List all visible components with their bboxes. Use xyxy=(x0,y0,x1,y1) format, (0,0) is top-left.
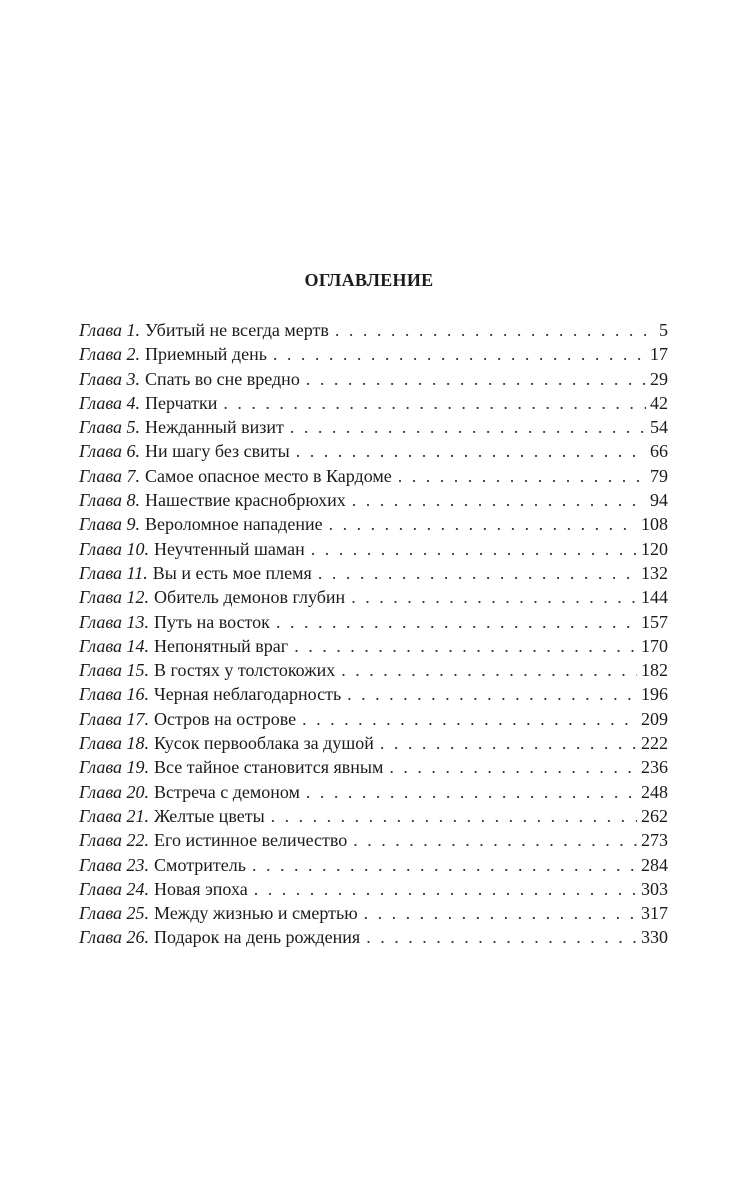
chapter-label: Глава 15. xyxy=(79,660,150,681)
toc-entry xyxy=(79,828,668,852)
page-number: 248 xyxy=(641,781,668,802)
chapter-label: Глава 14. xyxy=(79,635,150,656)
toc-entry xyxy=(79,367,668,391)
dot-leader xyxy=(306,367,646,391)
chapter-title: Черная неблагодарность xyxy=(154,684,342,705)
chapter-label: Глава 8. xyxy=(79,490,141,511)
page-number: 284 xyxy=(641,854,668,875)
toc-entry xyxy=(79,488,668,512)
chapter-title: Новая эпоха xyxy=(154,878,248,899)
toc-entry xyxy=(79,682,668,706)
dot-leader xyxy=(306,780,637,804)
page-number: 79 xyxy=(650,465,668,486)
toc-entry xyxy=(79,877,668,901)
toc-entry xyxy=(79,707,668,731)
chapter-label: Глава 1. xyxy=(79,320,141,340)
page-number: 17 xyxy=(650,344,668,365)
page-number: 29 xyxy=(650,368,668,389)
chapter-title: Смотритель xyxy=(154,854,246,875)
toc-entry xyxy=(79,391,668,415)
chapter-title: В гостях у толстокожих xyxy=(154,660,336,681)
toc-entry xyxy=(79,901,668,925)
dot-leader xyxy=(276,610,637,634)
dot-leader xyxy=(252,853,637,877)
page-number: 54 xyxy=(650,417,668,438)
toc-entry xyxy=(79,561,668,585)
page-number: 5 xyxy=(659,320,668,340)
toc-entry xyxy=(79,780,668,804)
page-number: 182 xyxy=(641,660,668,681)
toc-entry xyxy=(79,342,668,366)
toc-entry xyxy=(79,610,668,634)
chapter-title: Вы и есть мое племя xyxy=(152,562,312,583)
dot-leader xyxy=(380,731,637,755)
dot-leader xyxy=(311,537,637,561)
dot-leader xyxy=(294,634,637,658)
chapter-title: Перчатки xyxy=(145,392,218,413)
toc-entry xyxy=(79,439,668,463)
chapter-label: Глава 12. xyxy=(79,587,150,608)
page-number: 144 xyxy=(641,587,668,608)
chapter-label: Глава 22. xyxy=(79,830,150,851)
chapter-title: Ни шагу без свиты xyxy=(145,441,290,462)
chapter-title: Неучтенный шаман xyxy=(154,538,305,559)
dot-leader xyxy=(271,804,637,828)
dot-leader xyxy=(254,877,637,901)
page-number: 330 xyxy=(641,927,668,948)
chapter-title: Обитель демонов глубин xyxy=(154,587,346,608)
page-number: 273 xyxy=(641,830,668,851)
chapter-title: Путь на восток xyxy=(154,611,270,632)
page-number: 108 xyxy=(641,514,668,535)
page-number: 94 xyxy=(650,490,668,511)
chapter-title: Вероломное нападение xyxy=(145,514,323,535)
dot-leader xyxy=(273,342,646,366)
toc-entry xyxy=(79,731,668,755)
chapter-label: Глава 7. xyxy=(79,465,141,486)
chapter-label: Глава 20. xyxy=(79,781,150,802)
chapter-label: Глава 25. xyxy=(79,903,150,924)
chapter-label: Глава 5. xyxy=(79,417,141,438)
chapter-title: Его истинное величество xyxy=(154,830,348,851)
page-number: 262 xyxy=(641,805,668,826)
chapter-title: Убитый не всегда мертв xyxy=(145,320,329,340)
page-number: 236 xyxy=(641,757,668,778)
chapter-label: Глава 13. xyxy=(79,611,150,632)
dot-leader xyxy=(352,488,646,512)
toc-entry xyxy=(79,537,668,561)
chapter-title: Приемный день xyxy=(145,344,267,365)
chapter-label: Глава 26. xyxy=(79,927,150,948)
toc-entry xyxy=(79,634,668,658)
table-of-contents xyxy=(79,318,668,950)
chapter-label: Глава 21. xyxy=(79,805,150,826)
chapter-label: Глава 19. xyxy=(79,757,150,778)
dot-leader xyxy=(296,439,646,463)
page-number: 303 xyxy=(641,878,668,899)
chapter-label: Глава 10. xyxy=(79,538,150,559)
chapter-title: Самое опасное место в Кардоме xyxy=(145,465,392,486)
page-number: 209 xyxy=(641,708,668,729)
chapter-title: Непонятный враг xyxy=(154,635,289,656)
toc-entry xyxy=(79,925,668,949)
page-number: 317 xyxy=(641,903,668,924)
toc-entry xyxy=(79,464,668,488)
chapter-label: Глава 9. xyxy=(79,514,141,535)
toc-entry xyxy=(79,755,668,779)
chapter-title: Между жизнью и смертью xyxy=(154,903,358,924)
dot-leader xyxy=(223,391,646,415)
page-number: 120 xyxy=(641,538,668,559)
dot-leader xyxy=(335,318,655,342)
chapter-title: Нашествие краснобрюхих xyxy=(145,490,346,511)
toc-entry xyxy=(79,318,668,342)
chapter-label: Глава 23. xyxy=(79,854,150,875)
toc-entry xyxy=(79,804,668,828)
page-number: 42 xyxy=(650,392,668,413)
chapter-label: Глава 11. xyxy=(79,562,148,583)
dot-leader xyxy=(353,828,637,852)
dot-leader xyxy=(364,901,637,925)
dot-leader xyxy=(366,925,637,949)
dot-leader xyxy=(318,561,637,585)
page-number: 170 xyxy=(641,635,668,656)
toc-entry xyxy=(79,512,668,536)
chapter-title: Нежданный визит xyxy=(145,417,284,438)
page-number: 196 xyxy=(641,684,668,705)
toc-entry xyxy=(79,853,668,877)
page-number: 66 xyxy=(650,441,668,462)
dot-leader xyxy=(341,658,637,682)
chapter-label: Глава 17. xyxy=(79,708,150,729)
chapter-label: Глава 18. xyxy=(79,733,150,754)
chapter-title: Все тайное становится явным xyxy=(154,757,384,778)
dot-leader xyxy=(329,512,637,536)
chapter-title: Подарок на день рождения xyxy=(154,927,361,948)
toc-heading: ОГЛАВЛЕНИЕ xyxy=(304,270,434,290)
dot-leader xyxy=(398,464,646,488)
toc-entry xyxy=(79,415,668,439)
dot-leader xyxy=(351,585,637,609)
chapter-label: Глава 4. xyxy=(79,392,141,413)
chapter-title: Встреча с демоном xyxy=(154,781,300,802)
page-number: 132 xyxy=(641,562,668,583)
chapter-label: Глава 2. xyxy=(79,344,141,365)
chapter-label: Глава 6. xyxy=(79,441,141,462)
chapter-label: Глава 3. xyxy=(79,368,141,389)
chapter-title: Остров на острове xyxy=(154,708,297,729)
dot-leader xyxy=(302,707,637,731)
chapter-title: Спать во сне вредно xyxy=(145,368,300,389)
dot-leader xyxy=(290,415,646,439)
page-number: 157 xyxy=(641,611,668,632)
page-number: 222 xyxy=(641,733,668,754)
dot-leader xyxy=(347,682,637,706)
chapter-label: Глава 24. xyxy=(79,878,150,899)
chapter-title: Кусок первооблака за душой xyxy=(154,733,374,754)
dot-leader xyxy=(389,755,637,779)
toc-entry xyxy=(79,585,668,609)
toc-entry xyxy=(79,658,668,682)
chapter-title: Желтые цветы xyxy=(154,805,265,826)
chapter-label: Глава 16. xyxy=(79,684,150,705)
